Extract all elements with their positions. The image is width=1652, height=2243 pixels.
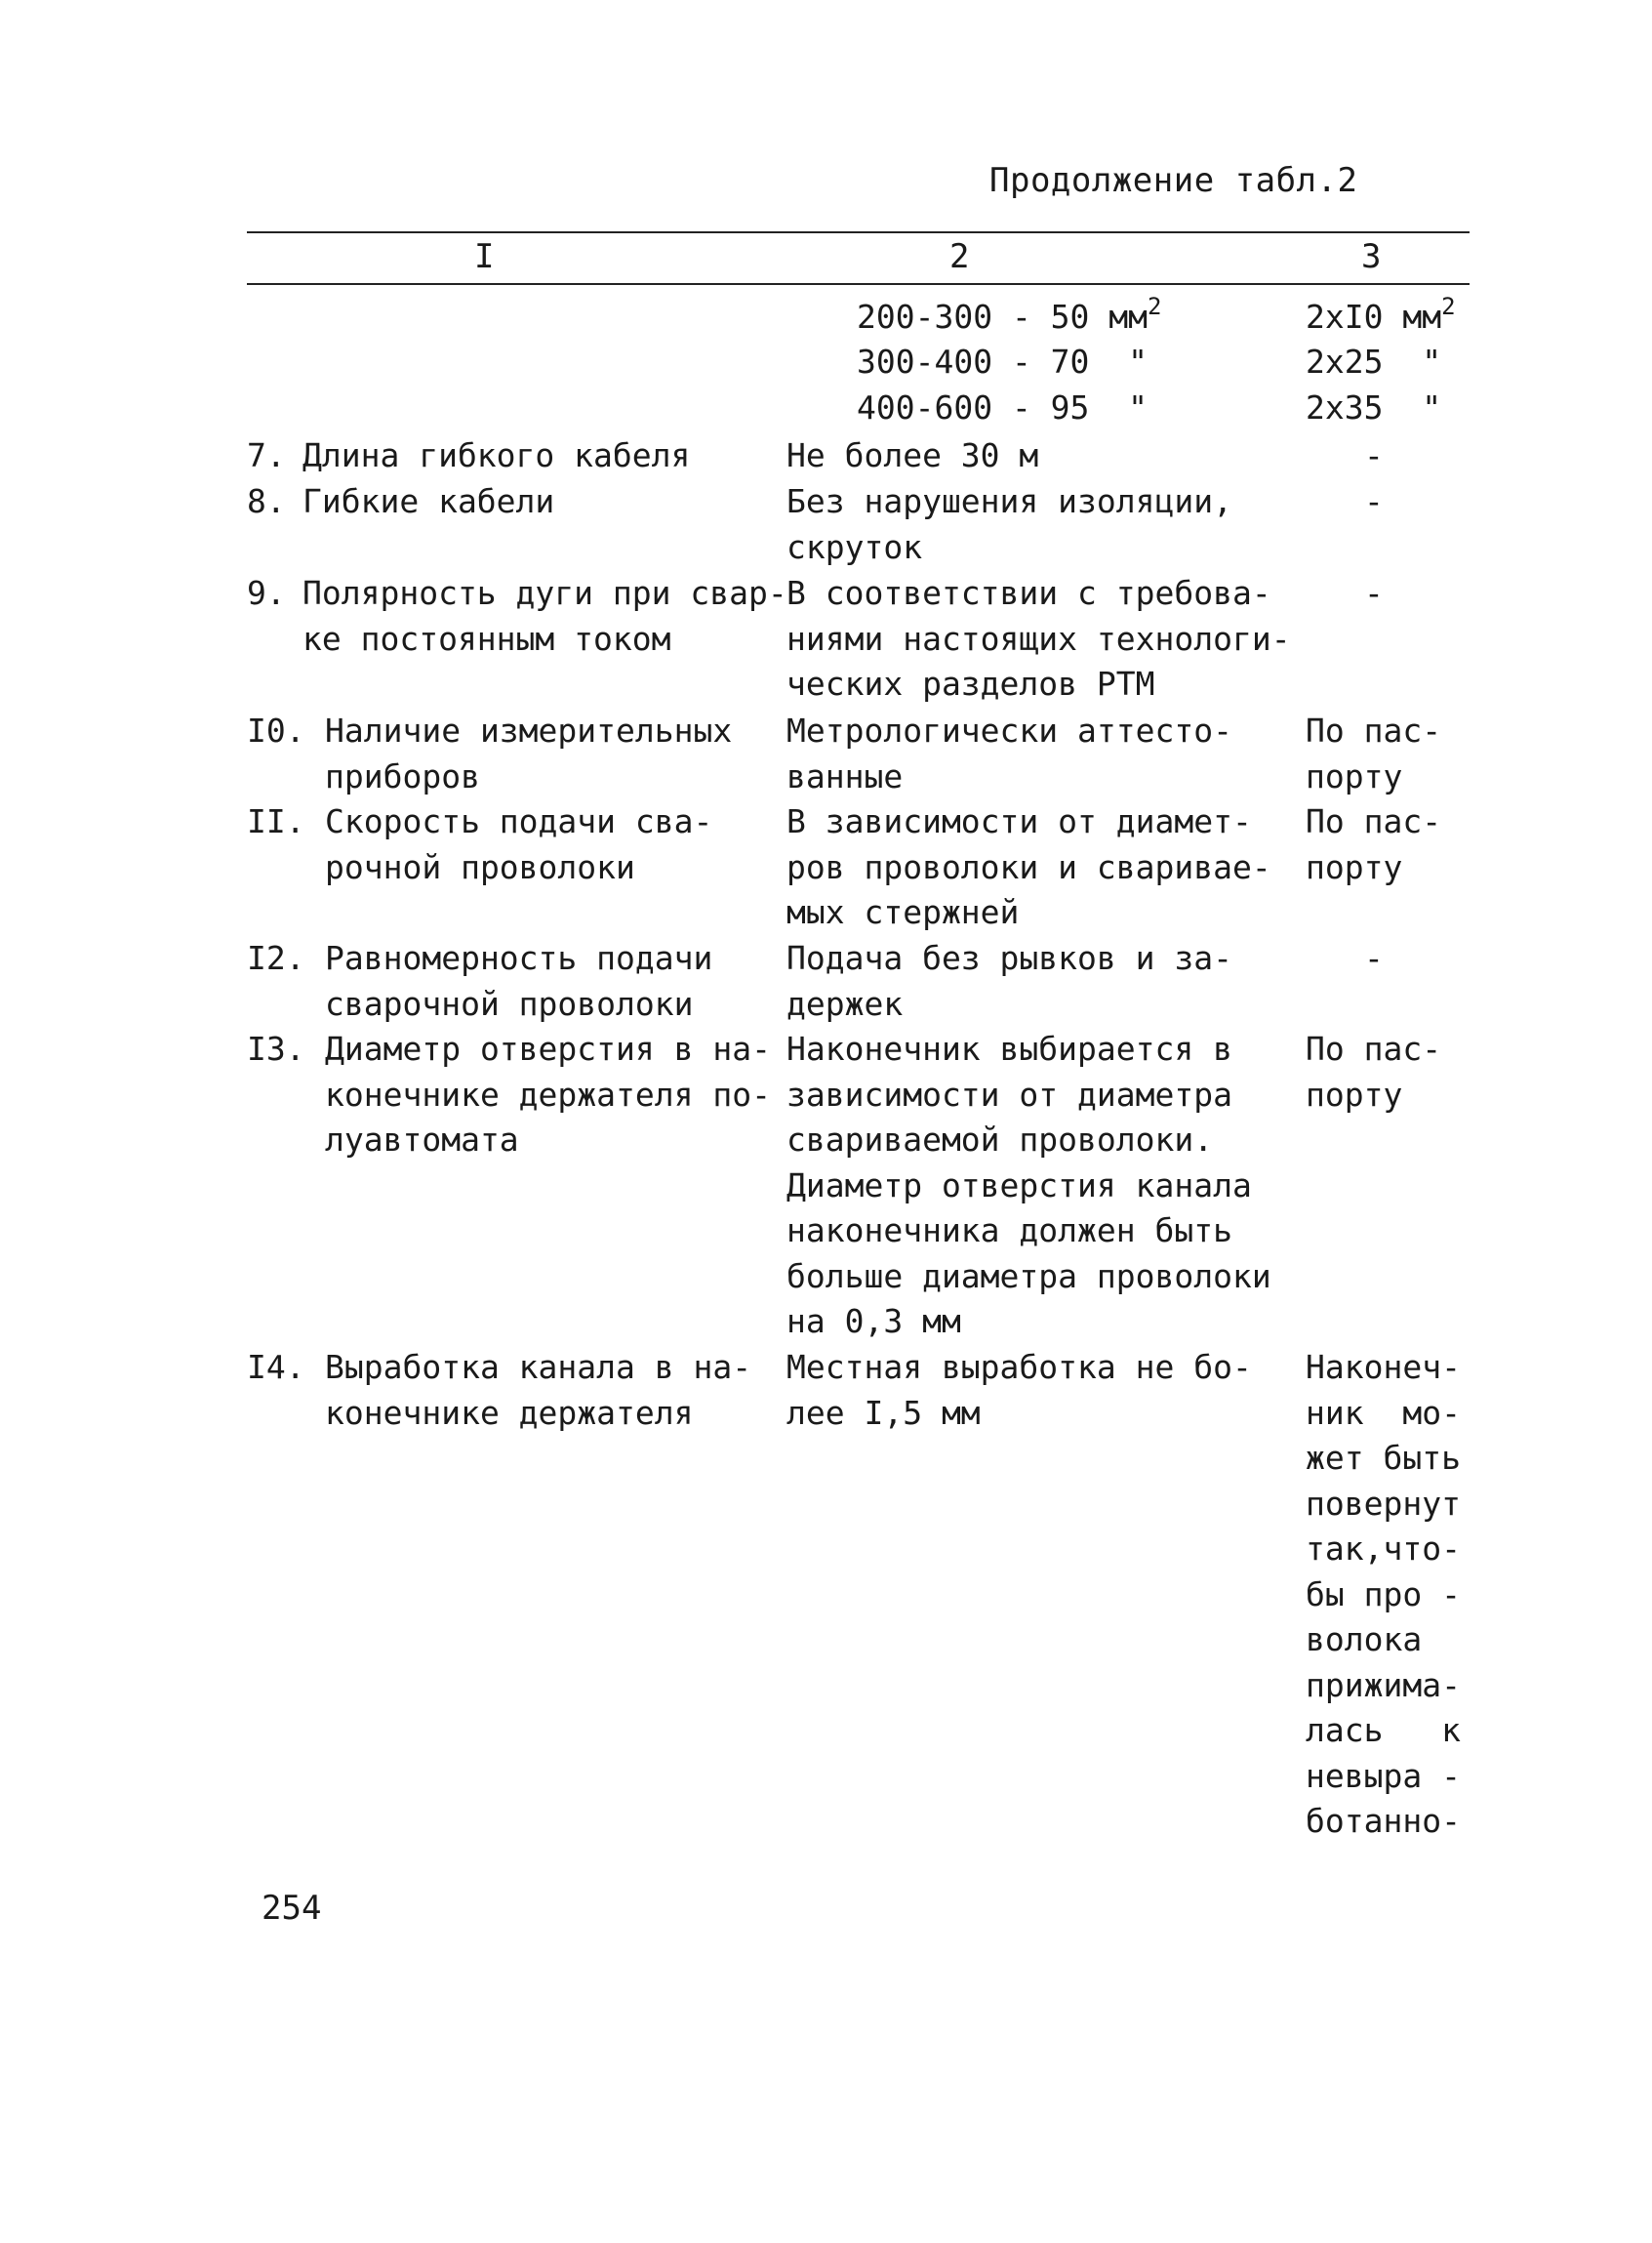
row-parameter: Равномерность подачи сварочной проволоки [325,939,713,1023]
cable-section-col2-row2: 300-400 - 70 " [857,343,1148,381]
row-note: - [1364,482,1384,520]
row-number: 8. [247,482,286,520]
column-header-2: 2 [949,237,970,276]
column-header-3: 3 [1361,237,1382,276]
row-parameter: Гибкие кабели [302,482,555,520]
row-number: I4. [247,1348,305,1386]
row-number: 9. [247,574,286,612]
page-header-continuation: Продолжение табл.2 [989,161,1358,200]
cable-section-col3-row3: 2x35 " [1306,388,1442,427]
row-requirement: В соответствии с требова- ниями настоящих технологи- ческих разделов РТМ [786,574,1291,703]
row-requirement: Подача без рывков и за- держек [786,939,1232,1023]
row-requirement: Местная выработка не бо- лее I,5 мм [786,1348,1252,1432]
column-header-1: I [474,237,495,276]
row-number: I2. [247,939,305,977]
row-number: 7. [247,436,286,474]
row-parameter: Выработка канала в на- конечнике держателя [325,1348,752,1432]
row-parameter: Полярность дуги при свар- ке постоянным током [302,574,787,658]
table-header-rule [247,283,1470,285]
row-note: - [1364,436,1384,474]
row-number: I3. [247,1030,305,1068]
cable-section-col3-row2: 2x25 " [1306,343,1442,381]
row-number: II. [247,802,305,840]
row-number: I0. [247,712,305,750]
table-top-rule [247,231,1470,233]
row-parameter: Длина гибкого кабеля [302,436,691,474]
cable-section-col3-row1: 2xI0 $мм^2$ [1306,293,1456,336]
row-note: По пас- порту [1306,1030,1442,1114]
cable-section-col2-row1: 200-300 - 50 $мм^2$ [857,293,1162,336]
row-requirement: Метрологически аттесто- ванные [786,712,1232,795]
row-note: По пас- порту [1306,802,1442,886]
row-note: По пас- порту [1306,712,1442,795]
row-parameter: Диаметр отверстия в на- конечнике держателя по- луавтомата [325,1030,771,1159]
row-parameter: Наличие измерительных приборов [325,712,733,795]
row-note: Наконеч- ник мо- жет быть повернут так,что- бы про - волока прижима- лась к невыра - ботанно- [1306,1348,1461,1840]
row-requirement: В зависимости от диамет- ров проволоки и сваривае- мых стержней [786,802,1271,931]
row-requirement: Без нарушения изоляции, скруток [786,482,1232,566]
row-requirement: Наконечник выбирается в зависимости от диаметра свариваемой проволоки. Диаметр отверстия канала наконечника должен быть больше диаметра проволоки на 0,3 мм [786,1030,1271,1340]
row-note: - [1364,939,1384,977]
row-requirement: Не более 30 м [786,436,1039,474]
row-note: - [1364,574,1384,612]
row-parameter: Скорость подачи сва- рочной проволоки [325,802,713,886]
cable-section-col2-row3: 400-600 - 95 " [857,388,1148,427]
page-number: 254 [262,1889,322,1928]
